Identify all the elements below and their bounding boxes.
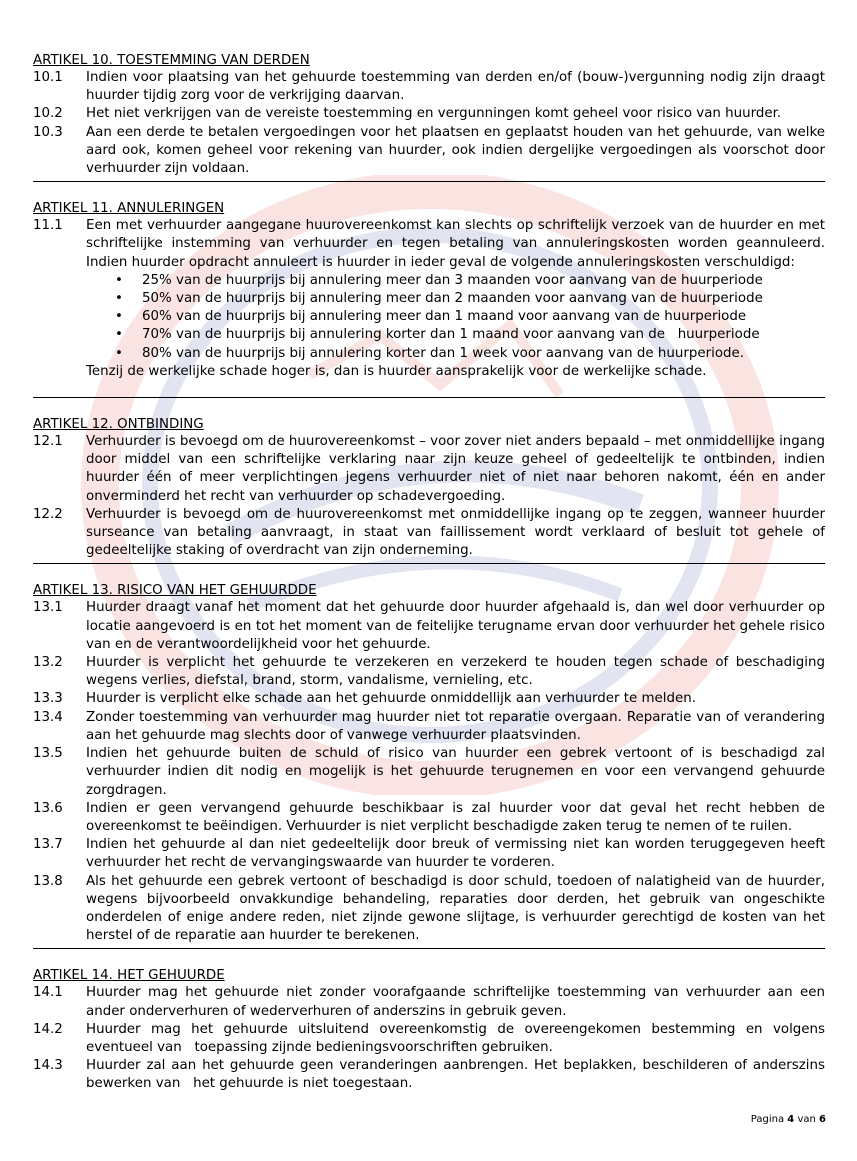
section-divider <box>33 181 825 182</box>
current-page-number: 4 <box>787 1114 795 1125</box>
clause-text: Indien het gehuurde al dan niet gedeeltelijk door breuk of vermissing niet kan worden teruggegeven heeft verhuurder het recht de vervangingswaarde van huurder te vorderen. <box>86 837 825 871</box>
clause <box>33 690 825 708</box>
clause-number: 13.5 <box>33 746 63 762</box>
clause-text: Zonder toestemming van verhuurder mag huurder niet tot reparatie overgaan. Reparatie van of verandering aan het gehuurde mag slechts door of vanwege verhuurder plaatsvinden. <box>86 709 825 743</box>
clause-text: Aan een derde te betalen vergoedingen voor het plaatsen en geplaatst houden van het gehuurde, van welke aard ook, komen geheel voor rekening van huurder, ook indien dergelijke vergoedingen als voorschot door verhuurder zijn voldaan. <box>86 124 825 177</box>
clause-text: Huurder mag het gehuurde niet zonder voorafgaande schriftelijke toestemming van verhuurder aan een ander onderverhuren of wederverhuren of anderszins in gebruik geven. <box>86 985 825 1019</box>
clause-text: Verhuurder is bevoegd om de huurovereenkomst met onmiddellijke ingang op te zeggen, wanneer huurder surseance van betaling aanvraagt, in staat van faillissement wordt verklaard of besluit tot gehele of gedeeltelijke staking of overdracht van zijn onderneming. <box>86 506 825 559</box>
clause <box>33 654 825 690</box>
list-item: • 70% van de huurprijs bij annulering korter dan 1 maand voor aanvang van de huurperiode <box>115 326 825 344</box>
clause-text: Een met verhuurder aangegane huurovereenkomst kan slechts op schriftelijk verzoek van de huurder en met schriftelijke instemming van verhuurder en tegen betaling van annuleringskosten worden geannuleerd. Indien huurder opdracht annuleert is huurder in ieder geval de volgende annuleringskosten verschuldigd: <box>86 218 825 270</box>
article-10 <box>33 52 825 182</box>
clause-text: Huurder is verplicht het gehuurde te verzekeren en verzekerd te houden tegen schade of beschadiging wegens verlies, diefstal, brand, storm, vandalisme, vernieling, etc. <box>86 655 825 689</box>
clause-number: 10.2 <box>33 106 63 122</box>
clause-number: 13.6 <box>33 800 63 816</box>
clause-number: 13.2 <box>33 655 63 671</box>
cancellation-fee-list <box>33 272 825 363</box>
clause-text: Indien het gehuurde buiten de schuld of risico van huurder een gebrek vertoont of is beschadigd zal verhuurder indien dit nodig en mogelijk is het gehuurde terugnemen en voor een vervangend gehuurde zorgdragen. <box>86 746 825 798</box>
article-title: ARTIKEL 13. RISICO VAN HET GEHUURDDE <box>33 583 317 599</box>
clause-number: 10.3 <box>33 124 63 140</box>
clause <box>33 69 825 105</box>
clause <box>33 800 825 836</box>
clause-number: 14.1 <box>33 985 63 1001</box>
clause <box>33 1021 830 1057</box>
clause-number: 13.7 <box>33 837 63 853</box>
section-divider <box>33 563 825 564</box>
clause-text: Het niet verkrijgen van de vereiste toestemming en vergunningen komt geheel voor risico van huurder. <box>86 106 782 122</box>
article-title: ARTIKEL 14. HET GEHUURDE <box>33 968 225 984</box>
list-item: • 60% van de huurprijs bij annulering meer dan 1 maand voor aanvang van de huurperiode <box>115 308 825 326</box>
clause <box>33 105 825 123</box>
clause <box>33 217 825 272</box>
clause-number: 11.1 <box>33 218 63 234</box>
clause-text: Huurder is verplicht elke schade aan het gehuurde onmiddellijk aan verhuurder te melden. <box>86 691 696 707</box>
clause <box>33 599 825 654</box>
clause-number: 12.2 <box>33 506 63 522</box>
list-item: • 25% van de huurprijs bij annulering meer dan 3 maanden voor aanvang van de huurperiode <box>115 272 825 290</box>
document-page <box>33 52 830 1094</box>
clause <box>33 745 825 800</box>
clause <box>33 873 825 946</box>
article-14 <box>33 967 830 1093</box>
clause-text: Indien voor plaatsing van het gehuurde toestemming van derden en/of (bouw-)vergunning nodig zijn draagt huurder tijdig zorg voor de verkrijging daarvan. <box>86 70 825 104</box>
clause-number: 13.1 <box>33 600 63 616</box>
article-title: ARTIKEL 12. ONTBINDING <box>33 417 204 433</box>
section-divider <box>33 948 825 949</box>
clause-text: Huurder mag het gehuurde uitsluitend overeenkomstig de overeengekomen bestemming en volgens eventueel van toepassing zijnde bedieningsvoorschriften gebruiken. <box>86 1021 830 1055</box>
total-pages-number: 6 <box>819 1114 826 1125</box>
article-12 <box>33 416 825 564</box>
of-label: van <box>797 1114 816 1125</box>
clause-text: Verhuurder is bevoegd om de huurovereenkomst – voor zover niet anders bepaald – met onmiddellijke ingang door middel van een schriftelijke verklaring naar zijn keuze geheel of gedeeltelijk te ontbinden, indien huurder één of meer verplichtingen jegens verhuurder niet of niet naar behoren nakomt, één en ander onverminderd het recht van verhuurder op schadevergoeding. <box>86 434 825 504</box>
clause-number: 13.8 <box>33 873 63 889</box>
list-item: • 50% van de huurprijs bij annulering meer dan 2 maanden voor aanvang van de huurperiode <box>115 290 825 308</box>
clause-number: 13.3 <box>33 691 63 707</box>
article-13 <box>33 582 825 949</box>
page-label: Pagina <box>750 1114 785 1125</box>
closing-text: Tenzij de werkelijke schade hoger is, dan is huurder aansprakelijk voor de werkelijke schade. <box>86 363 707 379</box>
article-title: ARTIKEL 10. TOESTEMMING VAN DERDEN <box>33 53 310 68</box>
clause-text: Als het gehuurde een gebrek vertoont of beschadigd is door schuld, toedoen of nalatigheid van de huurder, wegens bijvoorbeeld onvakkundige behandeling, reparaties door derden, het gebruik van ongeschikte onderdelen of enige andere reden, niet zijnde gewone slijtage, is verhuurder gerechtigd de kosten van het herstel of de reparatie aan huurder te berekenen. <box>86 873 825 944</box>
article-title: ARTIKEL 11. ANNULERINGEN <box>33 201 225 217</box>
section-divider <box>33 397 825 398</box>
clause-number: 12.1 <box>33 434 63 450</box>
clause-number: 14.3 <box>33 1058 63 1074</box>
article-11 <box>33 200 825 398</box>
clause <box>33 124 825 179</box>
clause <box>33 984 825 1020</box>
clause-text: Indien er geen vervangend gehuurde beschikbaar is zal huurder voor dat geval het recht hebben de overeenkomst te beëindigen. Verhuurder is niet verplicht beschadigde zaken terug te nemen of te ruilen. <box>86 800 825 834</box>
clause <box>33 709 825 745</box>
clause-number: 10.1 <box>33 70 63 85</box>
page-footer <box>751 1114 826 1125</box>
clause <box>33 506 825 561</box>
clause <box>33 836 825 872</box>
clause-text: Huurder zal aan het gehuurde geen veranderingen aanbrengen. Het beplakken, beschilderen of anderszins bewerken van het gehuurde is niet toegestaan. <box>86 1058 830 1092</box>
list-item: • 80% van de huurprijs bij annulering korter dan 1 week voor aanvang van de huurperiode. <box>115 345 825 363</box>
clause-number: 14.2 <box>33 1021 63 1037</box>
clause-text: Huurder draagt vanaf het moment dat het gehuurde door huurder afgehaald is, dan wel door verhuurder op locatie aangevoerd is en tot het moment van de feitelijke terugname ervan door verhuurder het gehele risico van en de verantwoordelijkheid voor het gehuurde. <box>86 600 825 652</box>
clause-number: 13.4 <box>33 709 63 725</box>
clause <box>33 433 825 506</box>
clause <box>33 1057 830 1093</box>
